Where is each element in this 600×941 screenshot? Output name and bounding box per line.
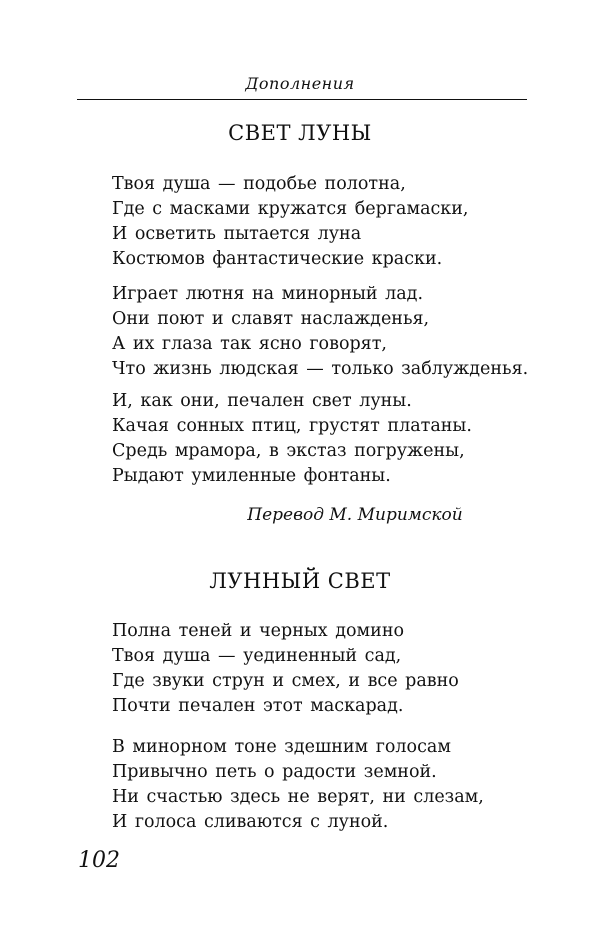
poem-line: Полна теней и черных домино <box>112 621 405 641</box>
poem-line: Они поют и славят наслажденья, <box>112 309 430 329</box>
poem-line: Играет лютня на минорный лад. <box>112 284 424 304</box>
poem-line: Где с масками кружатся бергамаски, <box>112 199 469 219</box>
poem1-attribution: Перевод М. Миримской <box>247 505 463 525</box>
poem-line: Ни счастью здесь не верят, ни слезам, <box>112 787 484 807</box>
poem-line: Твоя душа — уединенный сад, <box>112 646 402 666</box>
poem1-stanza-3 <box>112 389 572 489</box>
poem-line: Средь мрамора, в экстаз погружены, <box>112 441 465 461</box>
page-number: 102 <box>78 848 120 873</box>
poem-line: А их глаза так ясно говорят, <box>112 334 387 354</box>
poem-line: Где звуки струн и смех, и все равно <box>112 671 459 691</box>
poem2-stanza-1 <box>112 619 572 719</box>
poem-line: Костюмов фантастические краски. <box>112 249 443 269</box>
poem-line: Почти печален этот маскарад. <box>112 696 404 716</box>
poem-line: Что жизнь людская — только заблужденья. <box>112 359 529 379</box>
poem-line: Рыдают умиленные фонтаны. <box>112 466 391 486</box>
poem1-title: СВЕТ ЛУНЫ <box>228 121 372 145</box>
poem2-stanza-2 <box>112 735 572 835</box>
poem-line: В минорном тоне здешним голосам <box>112 737 451 757</box>
poem-line: И осветить пытается луна <box>112 224 362 244</box>
poem-line: Качая сонных птиц, грустят платаны. <box>112 416 472 436</box>
poem1-stanza-1 <box>112 172 572 272</box>
poem-line: И, как они, печален свет луны. <box>112 391 412 411</box>
header-rule <box>77 99 527 100</box>
poem-line: Привычно петь о радости земной. <box>112 762 437 782</box>
poem1-stanza-2 <box>112 282 572 382</box>
poem-line: Твоя душа — подобье полотна, <box>112 174 406 194</box>
poem-line: И голоса сливаются с луной. <box>112 812 389 832</box>
poem2-title: ЛУННЫЙ СВЕТ <box>209 569 391 593</box>
running-head: Дополнения <box>245 74 355 93</box>
